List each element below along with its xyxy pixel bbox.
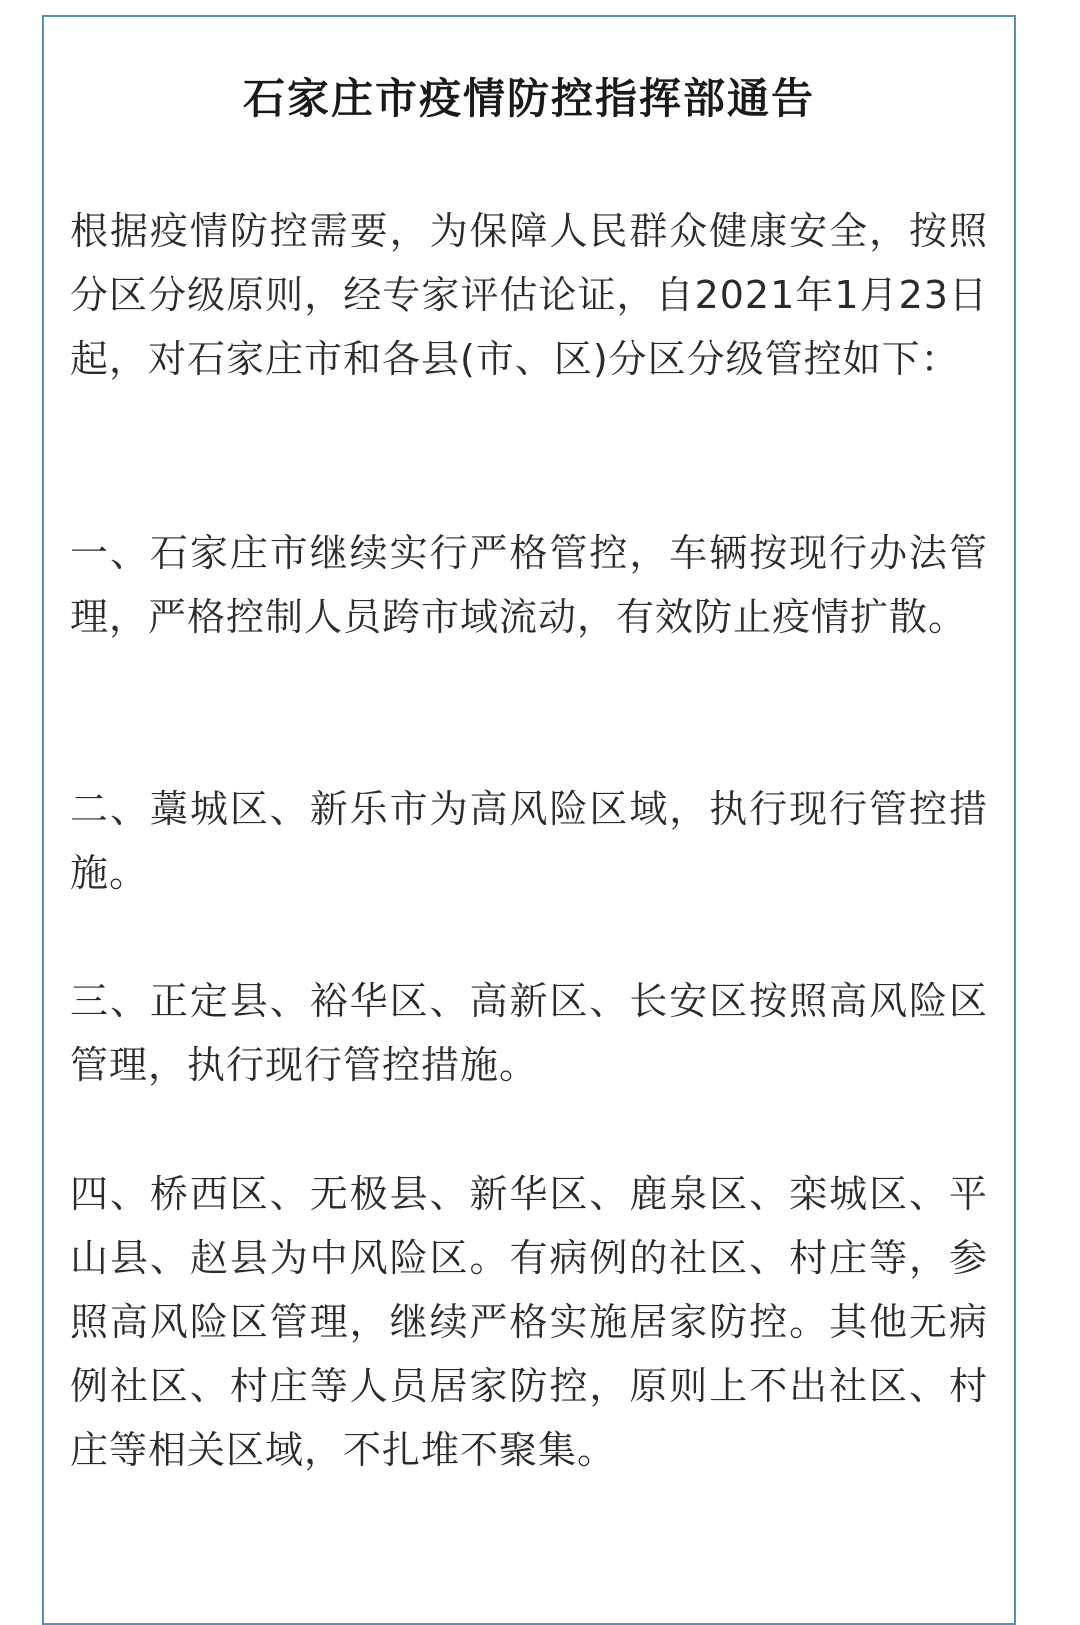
notice-item-1 [70,521,988,649]
notice-intro-paragraph [70,199,988,391]
notice-item-text: 一、石家庄市继续实行严格管控，车辆按现行办法管理，严格控制人员跨市域流动，有效防止疫情扩散。 [70,531,988,639]
notice-card [42,15,1016,1625]
notice-item-3 [70,969,988,1097]
notice-intro-text: 根据疫情防控需要，为保障人民群众健康安全，按照分区分级原则，经专家评估论证，自2021年1月23日起，对石家庄市和各县(市、区)分区分级管控如下： [70,209,988,381]
notice-title: 石家庄市疫情防控指挥部通告 [242,74,815,123]
notice-item-text: 四、桥西区、无极县、新华区、鹿泉区、栾城区、平山县、赵县为中风险区。有病例的社区、村庄等，参照高风险区管理，继续严格实施居家防控。其他无病例社区、村庄等人员居家防控，原则上不出社区、村庄等相关区域，不扎堆不聚集。 [70,1172,988,1472]
notice-item-text: 二、藁城区、新乐市为高风险区域，执行现行管控措施。 [70,787,988,895]
notice-item-text: 三、正定县、裕华区、高新区、长安区按照高风险区管理，执行现行管控措施。 [70,979,988,1087]
notice-item-2 [70,777,988,905]
notice-item-4 [70,1162,988,1482]
